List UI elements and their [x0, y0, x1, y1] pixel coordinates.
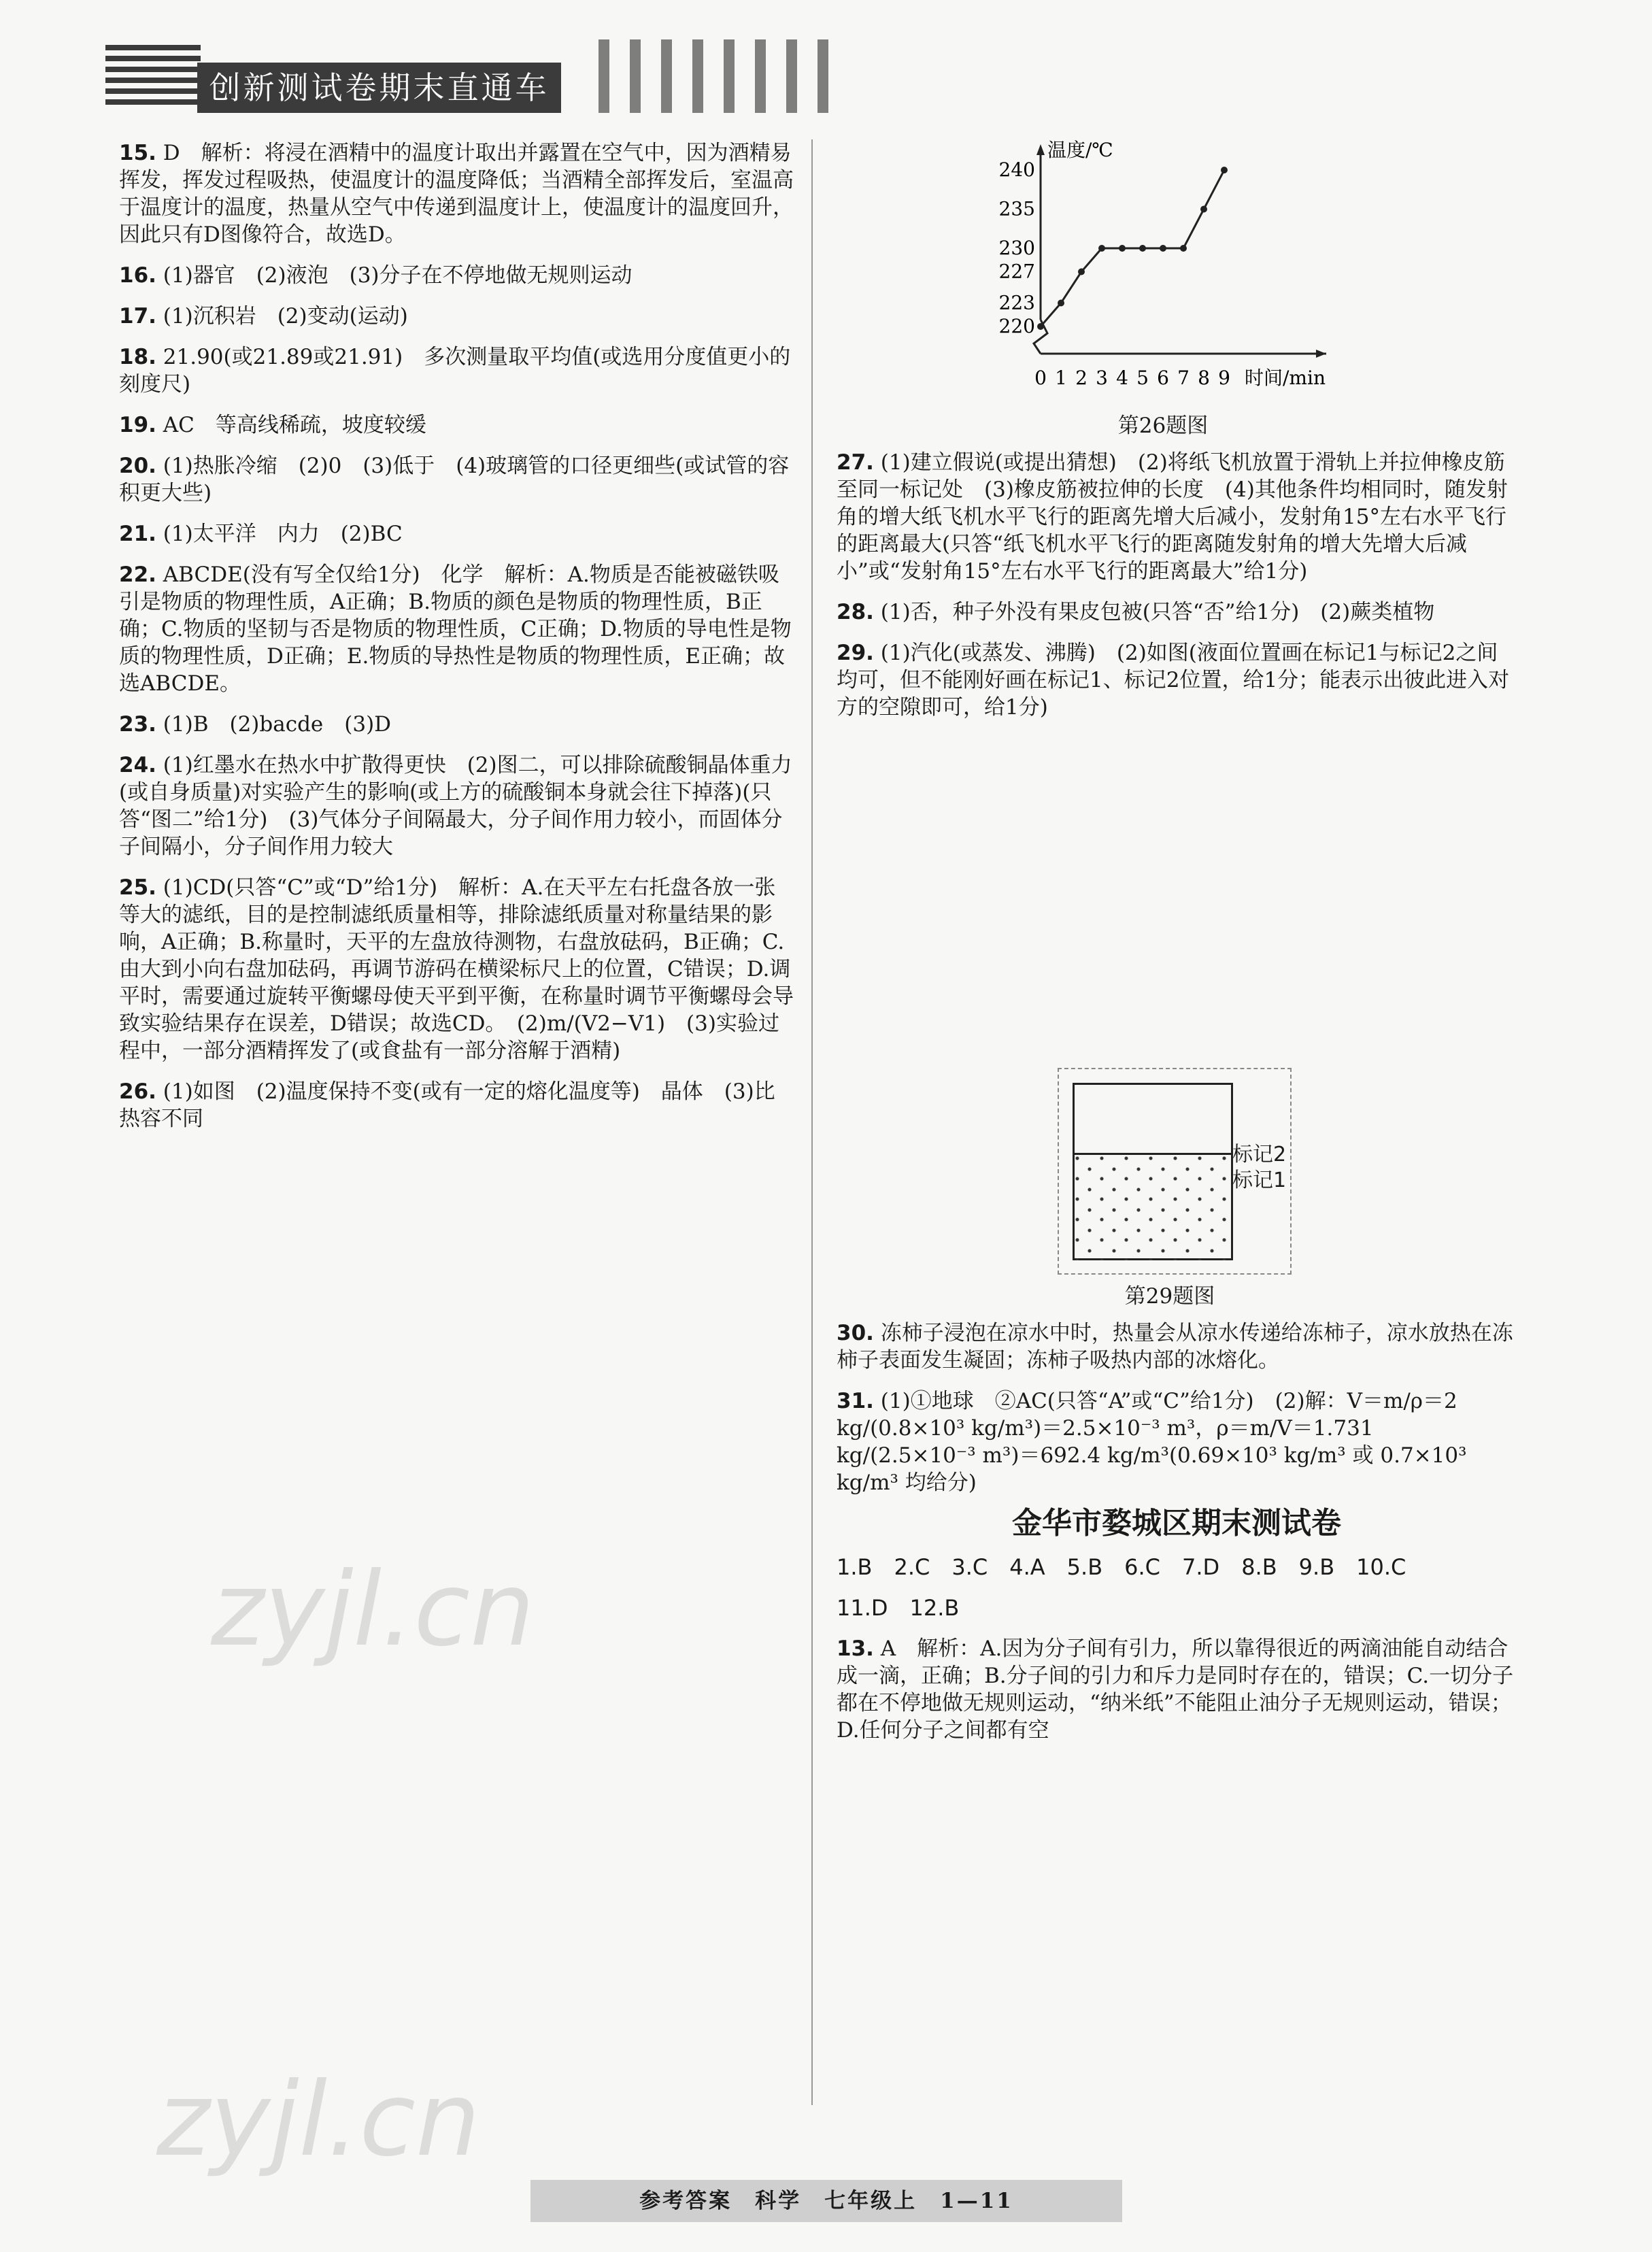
question-number: 28.: [837, 600, 874, 624]
x-tick-label: 0: [1034, 367, 1047, 389]
question-text: (1)太平洋 内力 (2)BC: [163, 522, 403, 546]
y-tick-label: 235: [998, 197, 1035, 220]
beaker: [1073, 1083, 1233, 1260]
data-point: [1098, 245, 1105, 252]
data-point: [1078, 269, 1085, 275]
watermark: zyjl.cn: [156, 2061, 481, 2179]
question-number: 16.: [119, 263, 156, 288]
fig29-caption: 第29题图: [1124, 1284, 1215, 1309]
question-item: [119, 1078, 796, 1132]
question-item: [837, 599, 1517, 626]
question-number: 20.: [119, 454, 156, 478]
question-number: 22.: [119, 562, 156, 587]
x-tick-label: 2: [1075, 367, 1088, 389]
question-text: (1)建立假说(或提出猜想) (2)将纸飞机放置于滑轨上并拉伸橡皮筋至同一标记处 (3)橡皮筋被拉伸的长度 (4)其他条件均相同时，随发射角的增大纸飞机水平飞行的距离先增大后减小，发射角15°左右水平飞行的距离最大(只答“纸飞机水平飞行的距离随发射角的增大先增大后减小”或“发射角15°左右水平飞行的距离最大”给1分): [837, 450, 1508, 584]
x-tick-label: 1: [1055, 367, 1067, 389]
page-footer: 参考答案 科学 七年级上 1—11: [530, 2180, 1122, 2222]
question-text: ABCDE(没有写全仅给1分) 化学 解析：A.物质是否能被磁铁吸引是物质的物理性质，A正确；B.物质的颜色是物质的物理性质，B正确；C.物质的坚韧与否是物质的物理性质，C正确；D.物质的导电性是物质的物理性质，D正确；E.物质的导热性是物质的物理性质，E正确；故选ABCDE。: [119, 562, 792, 696]
question-item: [837, 1388, 1517, 1496]
data-point: [1160, 245, 1166, 252]
question-number: 30.: [837, 1321, 874, 1345]
y-tick-label: 240: [998, 158, 1035, 181]
question-number: 17.: [119, 304, 156, 329]
section-title: 金华市婺城区期末测试卷: [1012, 1506, 1341, 1541]
data-point: [1119, 245, 1126, 252]
x-axis-arrow: [1316, 350, 1326, 358]
question-text: (1)器官 (2)液泡 (3)分子在不停地做无规则运动: [163, 263, 633, 288]
x-tick-label: 4: [1116, 367, 1128, 389]
mcq-answers-2: 11.D 12.B: [837, 1595, 960, 1621]
question-number: 31.: [837, 1389, 874, 1413]
x-tick-label: 6: [1157, 367, 1169, 389]
question-text: 冻柿子浸泡在凉水中时，热量会从凉水传递给冻柿子，凉水放热在冻柿子表面发生凝固；冻柿子吸热内部的冰熔化。: [837, 1321, 1513, 1373]
data-point: [1139, 245, 1146, 252]
question-item: [119, 711, 796, 738]
question-text: AC 等高线稀疏，坡度较缓: [163, 413, 426, 437]
mark2-label: 标记2: [1232, 1143, 1287, 1166]
fig26-chart: [998, 136, 1374, 394]
data-point: [1200, 206, 1207, 213]
question-text: (1)汽化(或蒸发、沸腾) (2)如图(液面位置画在标记1与标记2之间均可，但不能刚好画在标记1、标记2位置，给1分；能表示出彼此进入对方的空隙即可，给1分): [837, 641, 1510, 720]
data-point: [1058, 300, 1064, 307]
question-number: 27.: [837, 450, 874, 475]
question-number: 29.: [837, 641, 874, 665]
y-axis-label: 温度/℃: [1047, 139, 1113, 161]
question-text: (1)否，种子外没有果皮包被(只答“否”给1分) (2)蕨类植物: [880, 600, 1435, 624]
question-item: [119, 139, 796, 248]
question-number: 18.: [119, 345, 156, 369]
question-item: [119, 561, 796, 697]
fig29: [1058, 1068, 1292, 1275]
temperature-line: [1041, 170, 1224, 326]
question-item: [119, 262, 796, 289]
fig26-caption: 第26题图: [1117, 414, 1209, 438]
question-item: [119, 343, 796, 398]
question-text: (1)沉积岩 (2)变动(运动): [163, 304, 408, 329]
x-tick-label: 8: [1198, 367, 1210, 389]
question-item: [119, 303, 796, 330]
y-tick-label: 220: [998, 315, 1035, 337]
question-number: 24.: [119, 753, 156, 777]
mcq-answers-1: 1.B 2.C 3.C 4.A 5.B 6.C 7.D 8.B 9.B 10.C: [837, 1554, 1406, 1580]
x-tick-label: 7: [1177, 367, 1190, 389]
question-text: (1)B (2)bacde (3)D: [163, 712, 392, 737]
question-text: 21.90(或21.89或21.91) 多次测量取平均值(或选用分度值更小的刻度尺): [119, 345, 791, 397]
question-text: (1)如图 (2)温度保持不变(或有一定的熔化温度等) 晶体 (3)比热容不同: [119, 1079, 775, 1131]
question-number: 21.: [119, 522, 156, 546]
question-text: (1)红墨水在热水中扩散得更快 (2)图二，可以排除硫酸铜晶体重力(或自身质量)对实验产生的影响(或上方的硫酸铜本身就会往下掉落)(只答“图二”给1分) (3)气体分子间隔最大，分子间作用力较小，而固体分子间隔小，分子间作用力较大: [119, 753, 792, 859]
question-number: 26.: [119, 1079, 156, 1104]
mark1-label: 标记1: [1232, 1169, 1287, 1192]
liquid-particles: [1075, 1153, 1231, 1260]
right-column: [837, 449, 1517, 735]
y-tick-label: 230: [998, 237, 1035, 259]
question-item: [837, 449, 1517, 585]
y-tick-label: 223: [998, 291, 1035, 314]
y-tick-label: 227: [998, 260, 1035, 283]
data-point: [1037, 323, 1044, 330]
question-text: (1)CD(只答“C”或“D”给1分) 解析：A.在天平左右托盘各放一张等大的滤纸，目的是控制滤纸质量相等，排除滤纸质量对称量结果的影响，A正确；B.称量时，天平的左盘放待测物，右盘放砝码，B正确；C.由大到小向右盘加砝码，再调节游码在横梁标尺上的位置，C错误；D.调平时，需要通过旋转平衡螺母使天平到平衡，在称量时调节平衡螺母会导致实验结果存在误差，D错误；故选CD。 (2)m/(V2−V1) (3)实验过程中，一部分酒精挥发了(或食盐有一部分溶解于酒精): [119, 875, 794, 1063]
y-axis-arrow: [1036, 144, 1045, 155]
page-title: 创新测试卷期末直通车: [197, 63, 561, 113]
question-text: (1)热胀冷缩 (2)0 (3)低于 (4)玻璃管的口径更细些(或试管的容积更大些): [119, 454, 790, 505]
question-item: [119, 411, 796, 439]
data-point: [1221, 167, 1228, 173]
question-item: [119, 520, 796, 548]
x-tick-label: 9: [1218, 367, 1230, 389]
right-column-lower: [837, 1320, 1517, 1758]
x-tick-label: 5: [1136, 367, 1149, 389]
header-decoration-left: [105, 45, 201, 110]
watermark: zyjl.cn: [211, 1551, 535, 1669]
column-divider: [811, 139, 813, 2105]
question-number: 25.: [119, 875, 156, 900]
x-tick-label: 3: [1096, 367, 1108, 389]
question-item: [837, 1320, 1517, 1374]
question-number: 23.: [119, 712, 156, 737]
question-item: [119, 752, 796, 860]
question-text: A 解析：A.因为分子间有引力，所以靠得很近的两滴油能自动结合成一滴，正确；B.分子间的引力和斥力是同时存在的，错误；C.一切分子都在不停地做无规则运动，“纳米纸”不能阻止油分子无规则运动，错误；D.任何分子之间都有空: [837, 1636, 1514, 1743]
question-item: [119, 874, 796, 1064]
header-decoration-right: [599, 39, 830, 113]
question-item: [119, 452, 796, 507]
question-number: 19.: [119, 413, 156, 437]
data-point: [1180, 245, 1187, 252]
x-axis-label: 时间/min: [1245, 367, 1326, 389]
question-number: 15.: [119, 141, 156, 165]
left-column: [119, 139, 796, 1146]
question-13: [837, 1635, 1517, 1744]
question-item: [837, 639, 1517, 721]
question-number: 13.: [837, 1636, 874, 1661]
question-text: (1)①地球 ②AC(只答“A”或“C”给1分) (2)解：V＝m/ρ＝2 kg/(0.8×10³ kg/m³)＝2.5×10⁻³ m³，ρ＝m/V＝1.731 kg/(2.5×10⁻³ m³)＝692.4 kg/m³(0.69×10³ kg/m³ 或 0.7×10³ kg/m³ 均给分): [837, 1389, 1467, 1495]
question-text: D 解析：将浸在酒精中的温度计取出并露置在空气中，因为酒精易挥发，挥发过程吸热，使温度计的温度降低；当酒精全部挥发后，室温高于温度计的温度，热量从空气中传递到温度计上，使温度计的温度回升，因此只有D图像符合，故选D。: [119, 141, 794, 247]
